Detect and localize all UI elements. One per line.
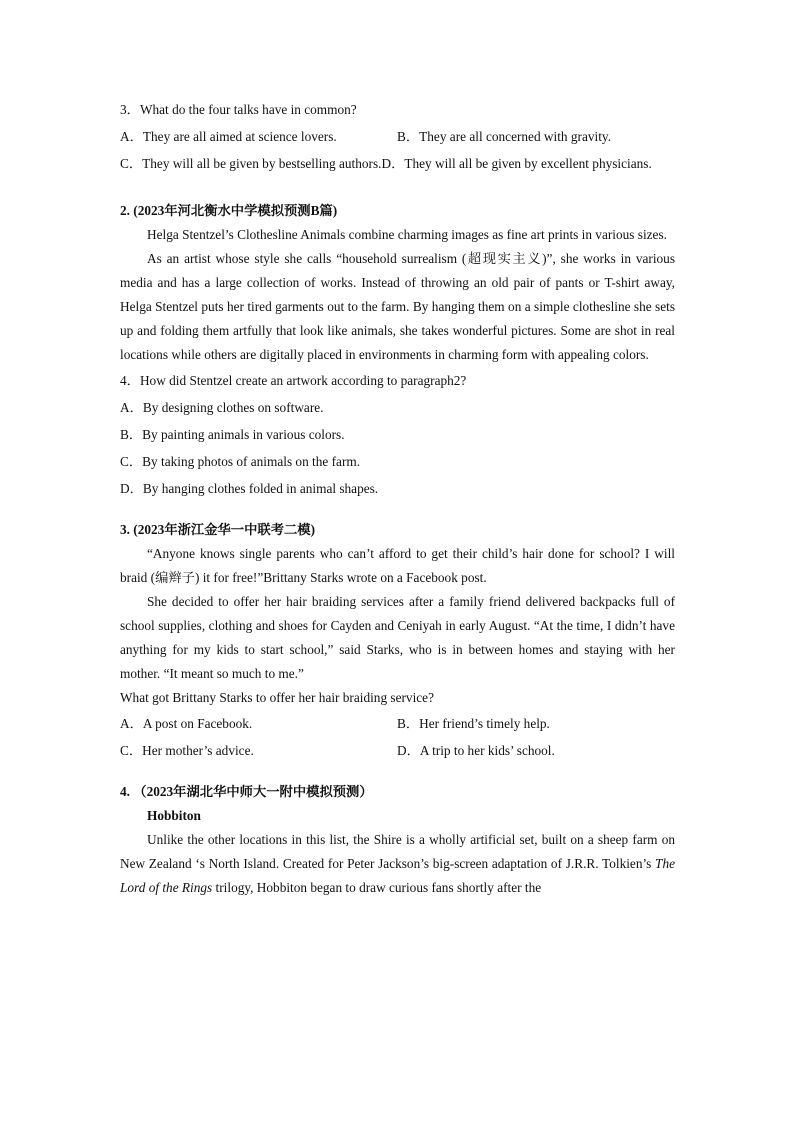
section-4-paragraph-1 [120, 828, 675, 900]
section-4-p1-after: trilogy, Hobbiton began to draw curious fans shortly after the [212, 880, 542, 895]
s3-option-a: A．A post on Facebook. [120, 716, 253, 731]
section-2-paragraph-2: As an artist whose style she calls “household surrealism (超现实主义)”, she works in various media and has a large collection of works. Instead of throwing an old pair of pants or T-shirt away, Helga Stentzel puts her tired garments out to the farm. By hanging them on a simple clothesline she sets up and folding them artfully that look like animals, she takes wonderful pictures. Some are shot in real locations while others are digitally placed in environments in charming form with appealing colors. [120, 251, 675, 362]
book-title: The Lord of the Rings [120, 856, 675, 895]
section-3-heading: 3. (2023年浙江金华一中联考二模) [120, 522, 316, 537]
q3-option-a: A．They are all aimed at science lovers. [120, 129, 337, 144]
s3-options-row-2 [120, 737, 675, 764]
q4-option-c: C．By taking photos of animals on the farm. [120, 454, 361, 469]
section-3-paragraph-1: “Anyone knows single parents who can’t afford to get their child’s hair done for school? I will braid (编辫子) it for free!”Brittany Starks wrote on a Facebook post. [120, 546, 675, 585]
s3-options-row-1 [120, 710, 675, 737]
s3-option-c: C．Her mother’s advice. [120, 743, 254, 758]
q3-option-c: C．They will all be given by bestselling authors. [120, 156, 382, 171]
question-3-top: 3．What do the four talks have in common? [120, 102, 357, 117]
question-4: 4．How did Stentzel create an artwork according to paragraph2? [120, 373, 467, 388]
section-2-paragraph-1: Helga Stentzel’s Clothesline Animals combine charming images as fine art prints in various sizes. [147, 227, 667, 242]
q4-option-a: A．By designing clothes on software. [120, 400, 324, 415]
q3-option-d: D．They will all be given by excellent physicians. [381, 156, 652, 171]
q4-option-d: D．By hanging clothes folded in animal shapes. [120, 481, 379, 496]
section-4-p1-before: Unlike the other locations in this list, the Shire is a wholly artificial set, built on a sheep farm on New Zealand ‘s North Island. Created for Peter Jackson’s big-screen adaptation of J.R.R. Tolkien’s [120, 832, 675, 871]
section-4-subtitle: Hobbiton [147, 808, 201, 823]
q3-option-b: B．They are all concerned with gravity. [397, 129, 612, 144]
q4-option-b: B．By painting animals in various colors. [120, 427, 345, 442]
section-3-question: What got Brittany Starks to offer her hair braiding service? [120, 690, 434, 705]
section-2-heading: 2. (2023年河北衡水中学模拟预测B篇) [120, 203, 338, 218]
q3-options-row-1 [120, 123, 675, 150]
s3-option-d: D．A trip to her kids’ school. [397, 743, 555, 758]
document-content [120, 96, 675, 900]
q3-options-row-2 [120, 150, 675, 177]
s3-option-b: B．Her friend’s timely help. [397, 716, 550, 731]
section-3-paragraph-2: She decided to offer her hair braiding services after a family friend delivered backpacks full of school supplies, clothing and shoes for Cayden and Ceniyah in early August. “At the time, I didn’t have anything for my kids to start school,” said Starks, who is in between homes and staying with her mother. “It meant so much to me.” [120, 594, 675, 681]
section-4-heading: 4. （2023年湖北华中师大一附中模拟预测） [120, 784, 373, 799]
